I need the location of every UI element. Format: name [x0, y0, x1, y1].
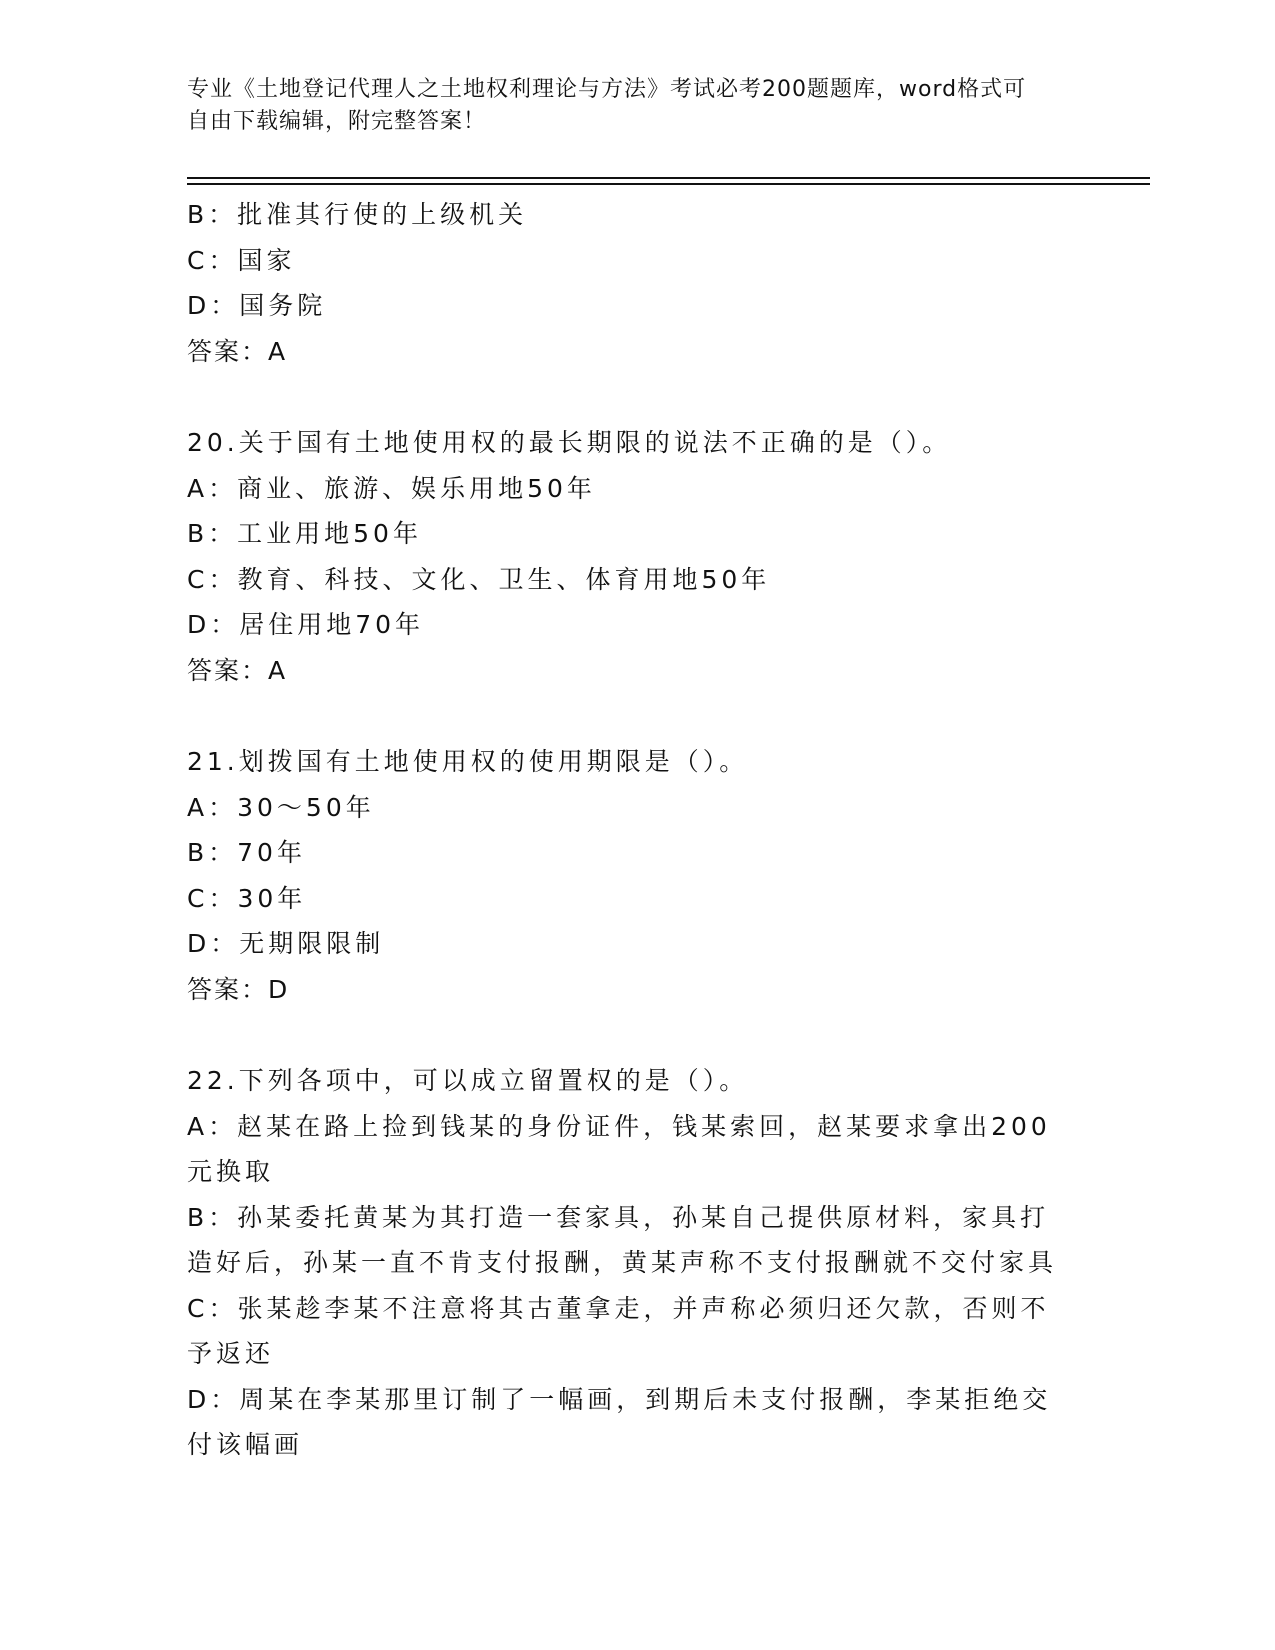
previous-question-tail [187, 192, 1087, 374]
spacer [187, 374, 1087, 420]
option-line: D：无期限限制 [187, 929, 385, 958]
option-line: B：工业用地50年 [187, 519, 422, 548]
spacer [187, 693, 1087, 739]
document-header: 专业《土地登记代理人之土地权利理论与方法》考试必考200题题库，word格式可自由下载编辑，附完整答案！ [187, 77, 1027, 134]
question-stem: 21.划拨国有土地使用权的使用期限是（）。 [187, 747, 749, 776]
option-line: C：教育、科技、文化、卫生、体育用地50年 [187, 564, 771, 594]
option-line: D：居住用地70年 [187, 610, 425, 639]
question-content [187, 192, 1087, 1468]
option-line: B：批准其行使的上级机关 [187, 200, 528, 229]
question-stem: 22.下列各项中，可以成立留置权的是（）。 [187, 1066, 749, 1095]
header-rule-top [187, 177, 1150, 179]
question-21 [187, 739, 1087, 1012]
option-line: A：赵某在路上捡到钱某的身份证件，钱某索回，赵某要求拿出200元换取 [187, 1111, 1051, 1186]
question-22 [187, 1058, 1087, 1468]
answer-line: 答案：A [187, 655, 288, 685]
answer-line: 答案：D [187, 974, 290, 1004]
question-20 [187, 420, 1087, 693]
option-line: C：国家 [187, 245, 296, 275]
option-line: A：商业、旅游、娱乐用地50年 [187, 473, 596, 503]
option-line: A：30～50年 [187, 792, 375, 822]
option-line: C：30年 [187, 883, 307, 913]
question-stem: 20.关于国有土地使用权的最长期限的说法不正确的是（）。 [187, 428, 952, 457]
option-line: C：张某趁李某不注意将其古董拿走，并声称必须归还欠款，否则不予返还 [187, 1293, 1050, 1368]
spacer [187, 1012, 1087, 1058]
option-line: B：70年 [187, 838, 306, 867]
option-line: B：孙某委托黄某为其打造一套家具，孙某自己提供原材料，家具打造好后，孙某一直不肯支付报酬，黄某声称不支付报酬就不交付家具 [187, 1202, 1058, 1277]
option-line: D：周某在李某那里订制了一幅画，到期后未支付报酬，李某拒绝交付该幅画 [187, 1384, 1052, 1459]
option-line: D：国务院 [187, 291, 327, 320]
answer-line: 答案：A [187, 336, 288, 366]
header-rule-bottom [187, 183, 1150, 185]
